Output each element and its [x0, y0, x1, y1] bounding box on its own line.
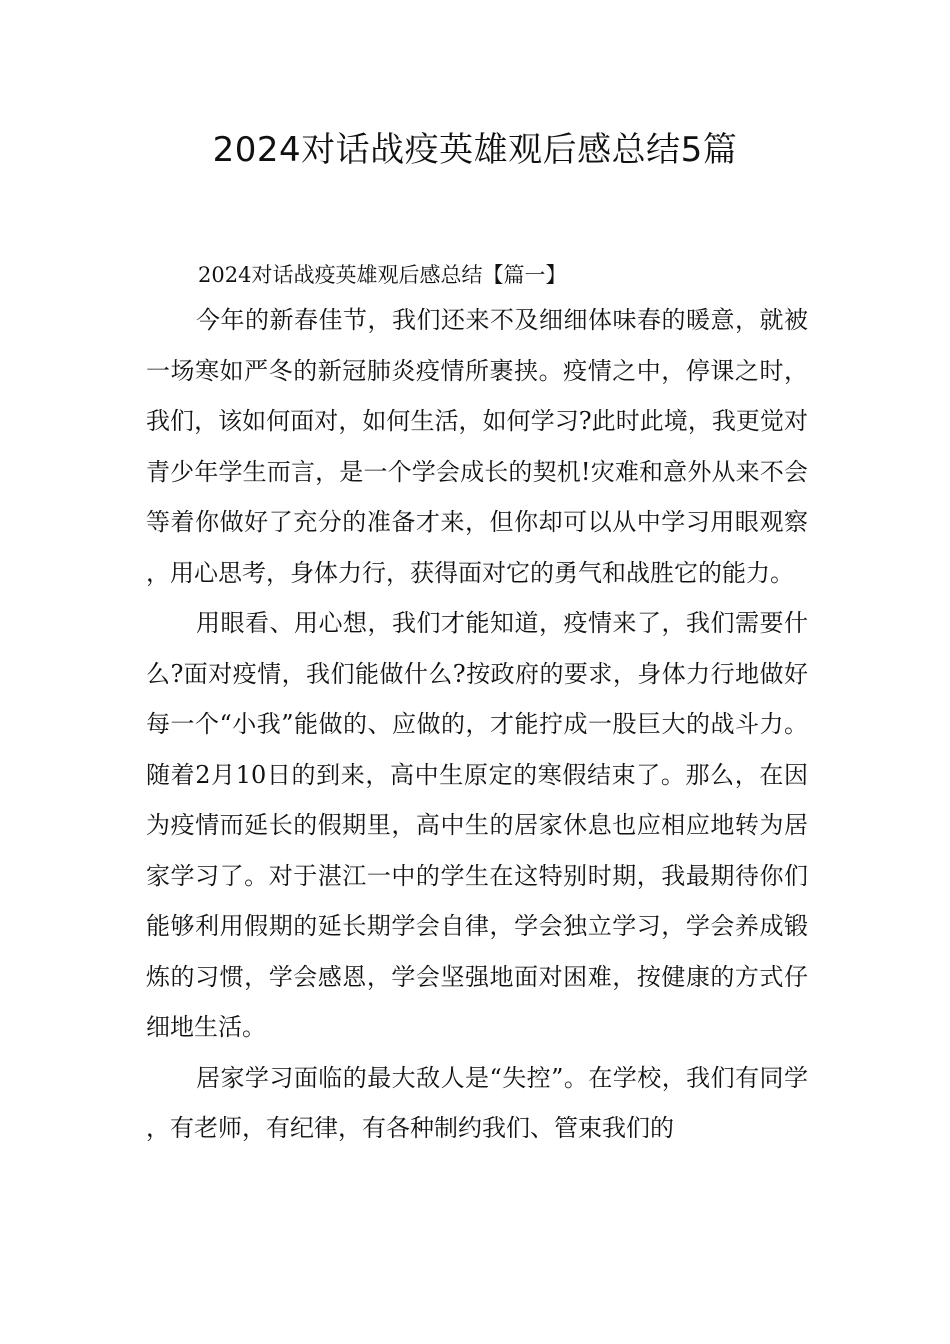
paragraph-2: 用眼看、用心想，我们才能知道，疫情来了，我们需要什么?面对疫情，我们能做什么?按政府的要求，身体力行地做好每一个“小我”能做的、应做的，才能拧成一股巨大的战斗力。随着2月10日的到来，高中生原定的寒假结束了。那么，在因为疫情而延长的假期里，高中生的居家休息也应相应地转为居家学习了。对于湛江一中的学生在这特别时期，我最期待你们能够利用假期的延长期学会自律，学会独立学习，学会养成锻炼的习惯，学会感恩，学会坚强地面对困难，按健康的方式仔细地生活。 — [146, 609, 808, 1041]
paragraph-3: 居家学习面临的最大敌人是“失控”。在学校，我们有同学，有老师，有纪律，有各种制约我们、管束我们的 — [146, 1063, 808, 1142]
section-heading: 2024对话战疫英雄观后感总结【篇一】 — [198, 263, 567, 287]
document-body — [146, 255, 808, 1154]
document-title: 2024对话战疫英雄观后感总结5篇 — [212, 130, 738, 170]
paragraph-1: 今年的新春佳节，我们还来不及细细体味春的暖意，就被一场寒如严冬的新冠肺炎疫情所裹挟。疫情之中，停课之时，我们，该如何面对，如何生活，如何学习?此时此境，我更觉对青少年学生而言，是一个学会成长的契机!灾难和意外从来不会等着你做好了充分的准备才来，但你却可以从中学习用眼观察，用心思考，身体力行，获得面对它的勇气和战胜它的能力。 — [146, 306, 808, 587]
